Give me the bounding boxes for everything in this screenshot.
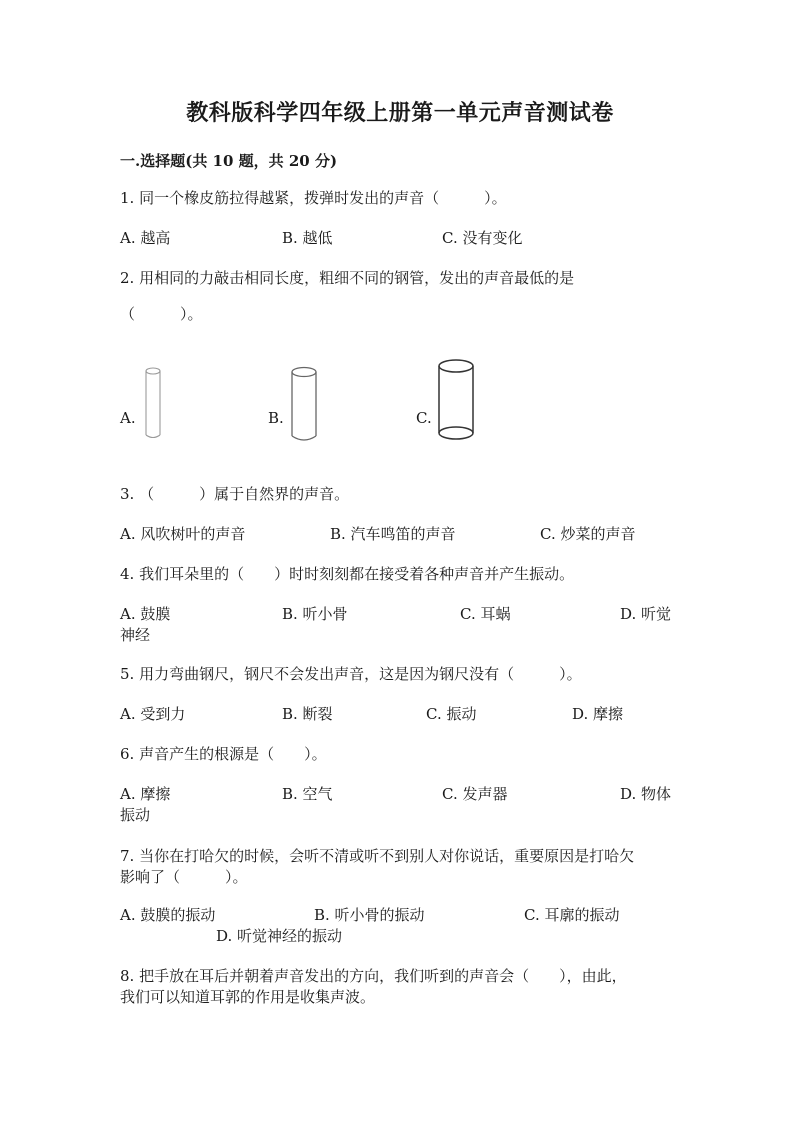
question-7-stem-line-2: 影响了（ ）。 (120, 868, 248, 886)
question-4-option-d: D. 听觉 (620, 605, 672, 623)
question-6-stem: 6. 声音产生的根源是（ ）。 (120, 745, 327, 763)
thin-tube-icon (140, 360, 170, 446)
question-7-option-d: D. 听觉神经的振动 (216, 927, 343, 945)
question-7-option-c: C. 耳廓的振动 (524, 906, 620, 924)
question-1-stem: 1. 同一个橡皮筋拉得越紧，拨弹时发出的声音（ ）。 (120, 189, 507, 207)
question-3-option-c: C. 炒菜的声音 (540, 525, 636, 543)
question-7-option-b: B. 听小骨的振动 (314, 906, 425, 924)
question-1-option-c: C. 没有变化 (442, 229, 523, 247)
question-6-option-b: B. 空气 (282, 785, 333, 803)
question-6-option-d: D. 物体 (620, 785, 672, 803)
question-7-option-a: A. 鼓膜的振动 (120, 906, 216, 924)
question-6-option-d-wrap: 振动 (120, 806, 151, 824)
section-heading: 一.选择题(共 10 题，共 20 分) (120, 152, 338, 170)
question-6-option-c: C. 发声器 (442, 785, 508, 803)
question-2-stem-line-1: 2. 用相同的力敲击相同长度，粗细不同的钢管，发出的声音最低的是 (120, 269, 575, 287)
question-4-option-d-wrap: 神经 (120, 626, 151, 644)
question-3-stem: 3. （ ）属于自然界的声音。 (120, 485, 350, 503)
question-5-option-b: B. 断裂 (282, 705, 333, 723)
question-2-option-c: C. (416, 409, 432, 427)
question-3-option-a: A. 风吹树叶的声音 (120, 525, 246, 543)
question-5-option-c: C. 振动 (426, 705, 477, 723)
question-8-stem-line-2: 我们可以知道耳郭的作用是收集声波。 (120, 988, 376, 1006)
question-2-option-a: A. (120, 409, 136, 427)
question-8-stem-line-1: 8. 把手放在耳后并朝着声音发出的方向，我们听到的声音会（ ），由此， (120, 967, 627, 985)
question-5-option-a: A. 受到力 (120, 705, 186, 723)
thick-tube-icon (434, 356, 480, 444)
question-1-option-a: A. 越高 (120, 229, 171, 247)
medium-tube-icon (286, 360, 326, 446)
page-title: 教科版科学四年级上册第一单元声音测试卷 (186, 100, 614, 126)
question-4-option-a: A. 鼓膜 (120, 605, 171, 623)
question-2-option-b: B. (268, 409, 284, 427)
question-7-stem-line-1: 7. 当你在打哈欠的时候，会听不清或听不到别人对你说话，重要原因是打哈欠 (120, 847, 635, 865)
question-6-option-a: A. 摩擦 (120, 785, 171, 803)
question-4-option-c: C. 耳蜗 (460, 605, 511, 623)
question-5-stem: 5. 用力弯曲钢尺，钢尺不会发出声音，这是因为钢尺没有（ ）。 (120, 665, 582, 683)
question-3-option-b: B. 汽车鸣笛的声音 (330, 525, 456, 543)
question-5-option-d: D. 摩擦 (572, 705, 624, 723)
question-2-stem-line-2: （ ）。 (120, 305, 203, 323)
question-4-stem: 4. 我们耳朵里的（ ）时时刻刻都在接受着各种声音并产生振动。 (120, 565, 575, 583)
question-1-option-b: B. 越低 (282, 229, 333, 247)
question-4-option-b: B. 听小骨 (282, 605, 348, 623)
